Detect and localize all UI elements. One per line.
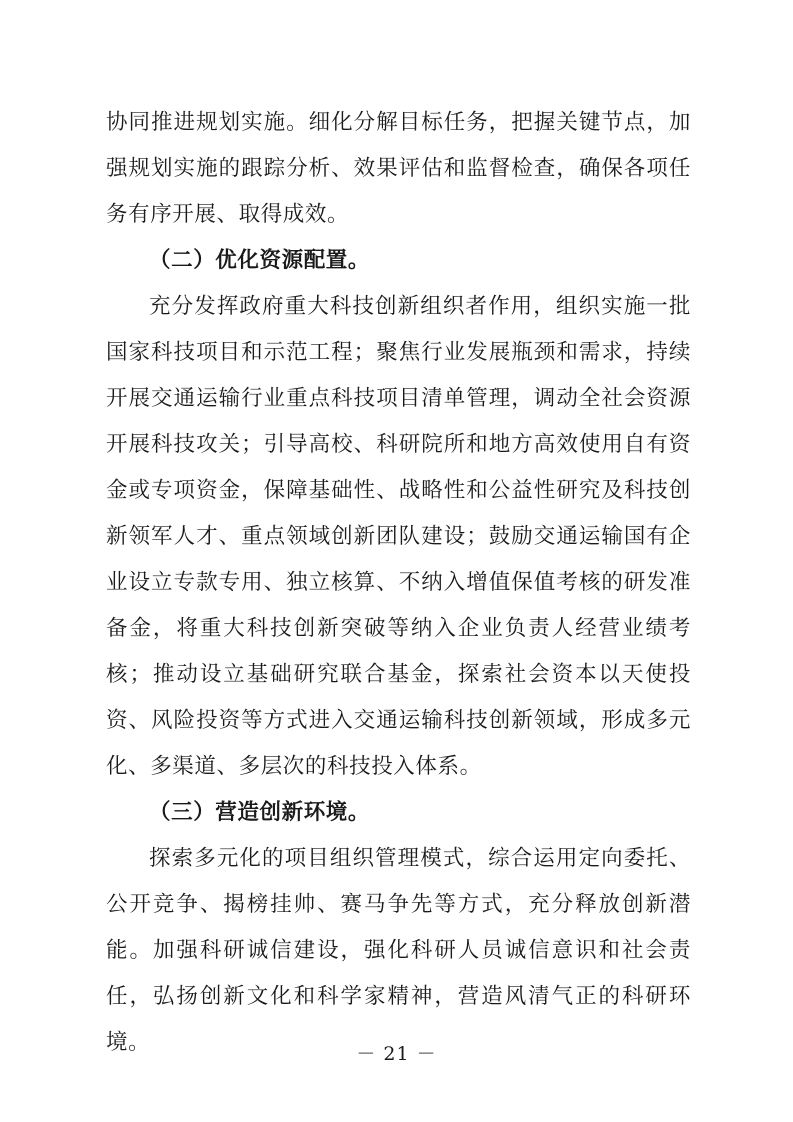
body-paragraph-environment: 探索多元化的项目组织管理模式，综合运用定向委托、公开竞争、揭榜挂帅、赛马争先等方式，充分释放创新潜能。加强科研诚信建设，强化科研人员诚信意识和社会责任，弘扬创新文化和科学家精神，营造风清气正的科研环境。 [106, 846, 691, 1055]
page-number: － 21 － [356, 1043, 437, 1065]
body-paragraph-continuation: 协同推进规划实施。细化分解目标任务，把握关键节点，加强规划实施的跟踪分析、效果评估和监督检查，确保各项任务有序开展、取得成效。 [106, 110, 691, 227]
section-heading-innovation-environment: （三）营造创新环境。 [149, 800, 371, 825]
body-paragraph-resources: 充分发挥政府重大科技创新组织者作用，组织实施一批国家科技项目和示范工程；聚焦行业发展瓶颈和需求，持续开展交通运输行业重点科技项目清单管理，调动全社会资源开展科技攻关；引导高校、科研院所和地方高效使用自有资金或专项资金，保障基础性、战略性和公益性研究及科技创新领军人才、重点领域创新团队建设；鼓励交通运输国有企业设立专款专用、独立核算、不纳入增值保值考核的研发准备金，将重大科技创新突破等纳入企业负责人经营业绩考核；推动设立基础研究联合基金，探索社会资本以天使投资、风险投资等方式进入交通运输科技创新领域，形成多元化、多渠道、多层次的科技投入体系。 [106, 294, 691, 779]
document-body [106, 100, 691, 1066]
section-heading-optimize-resources: （二）优化资源配置。 [149, 248, 371, 273]
